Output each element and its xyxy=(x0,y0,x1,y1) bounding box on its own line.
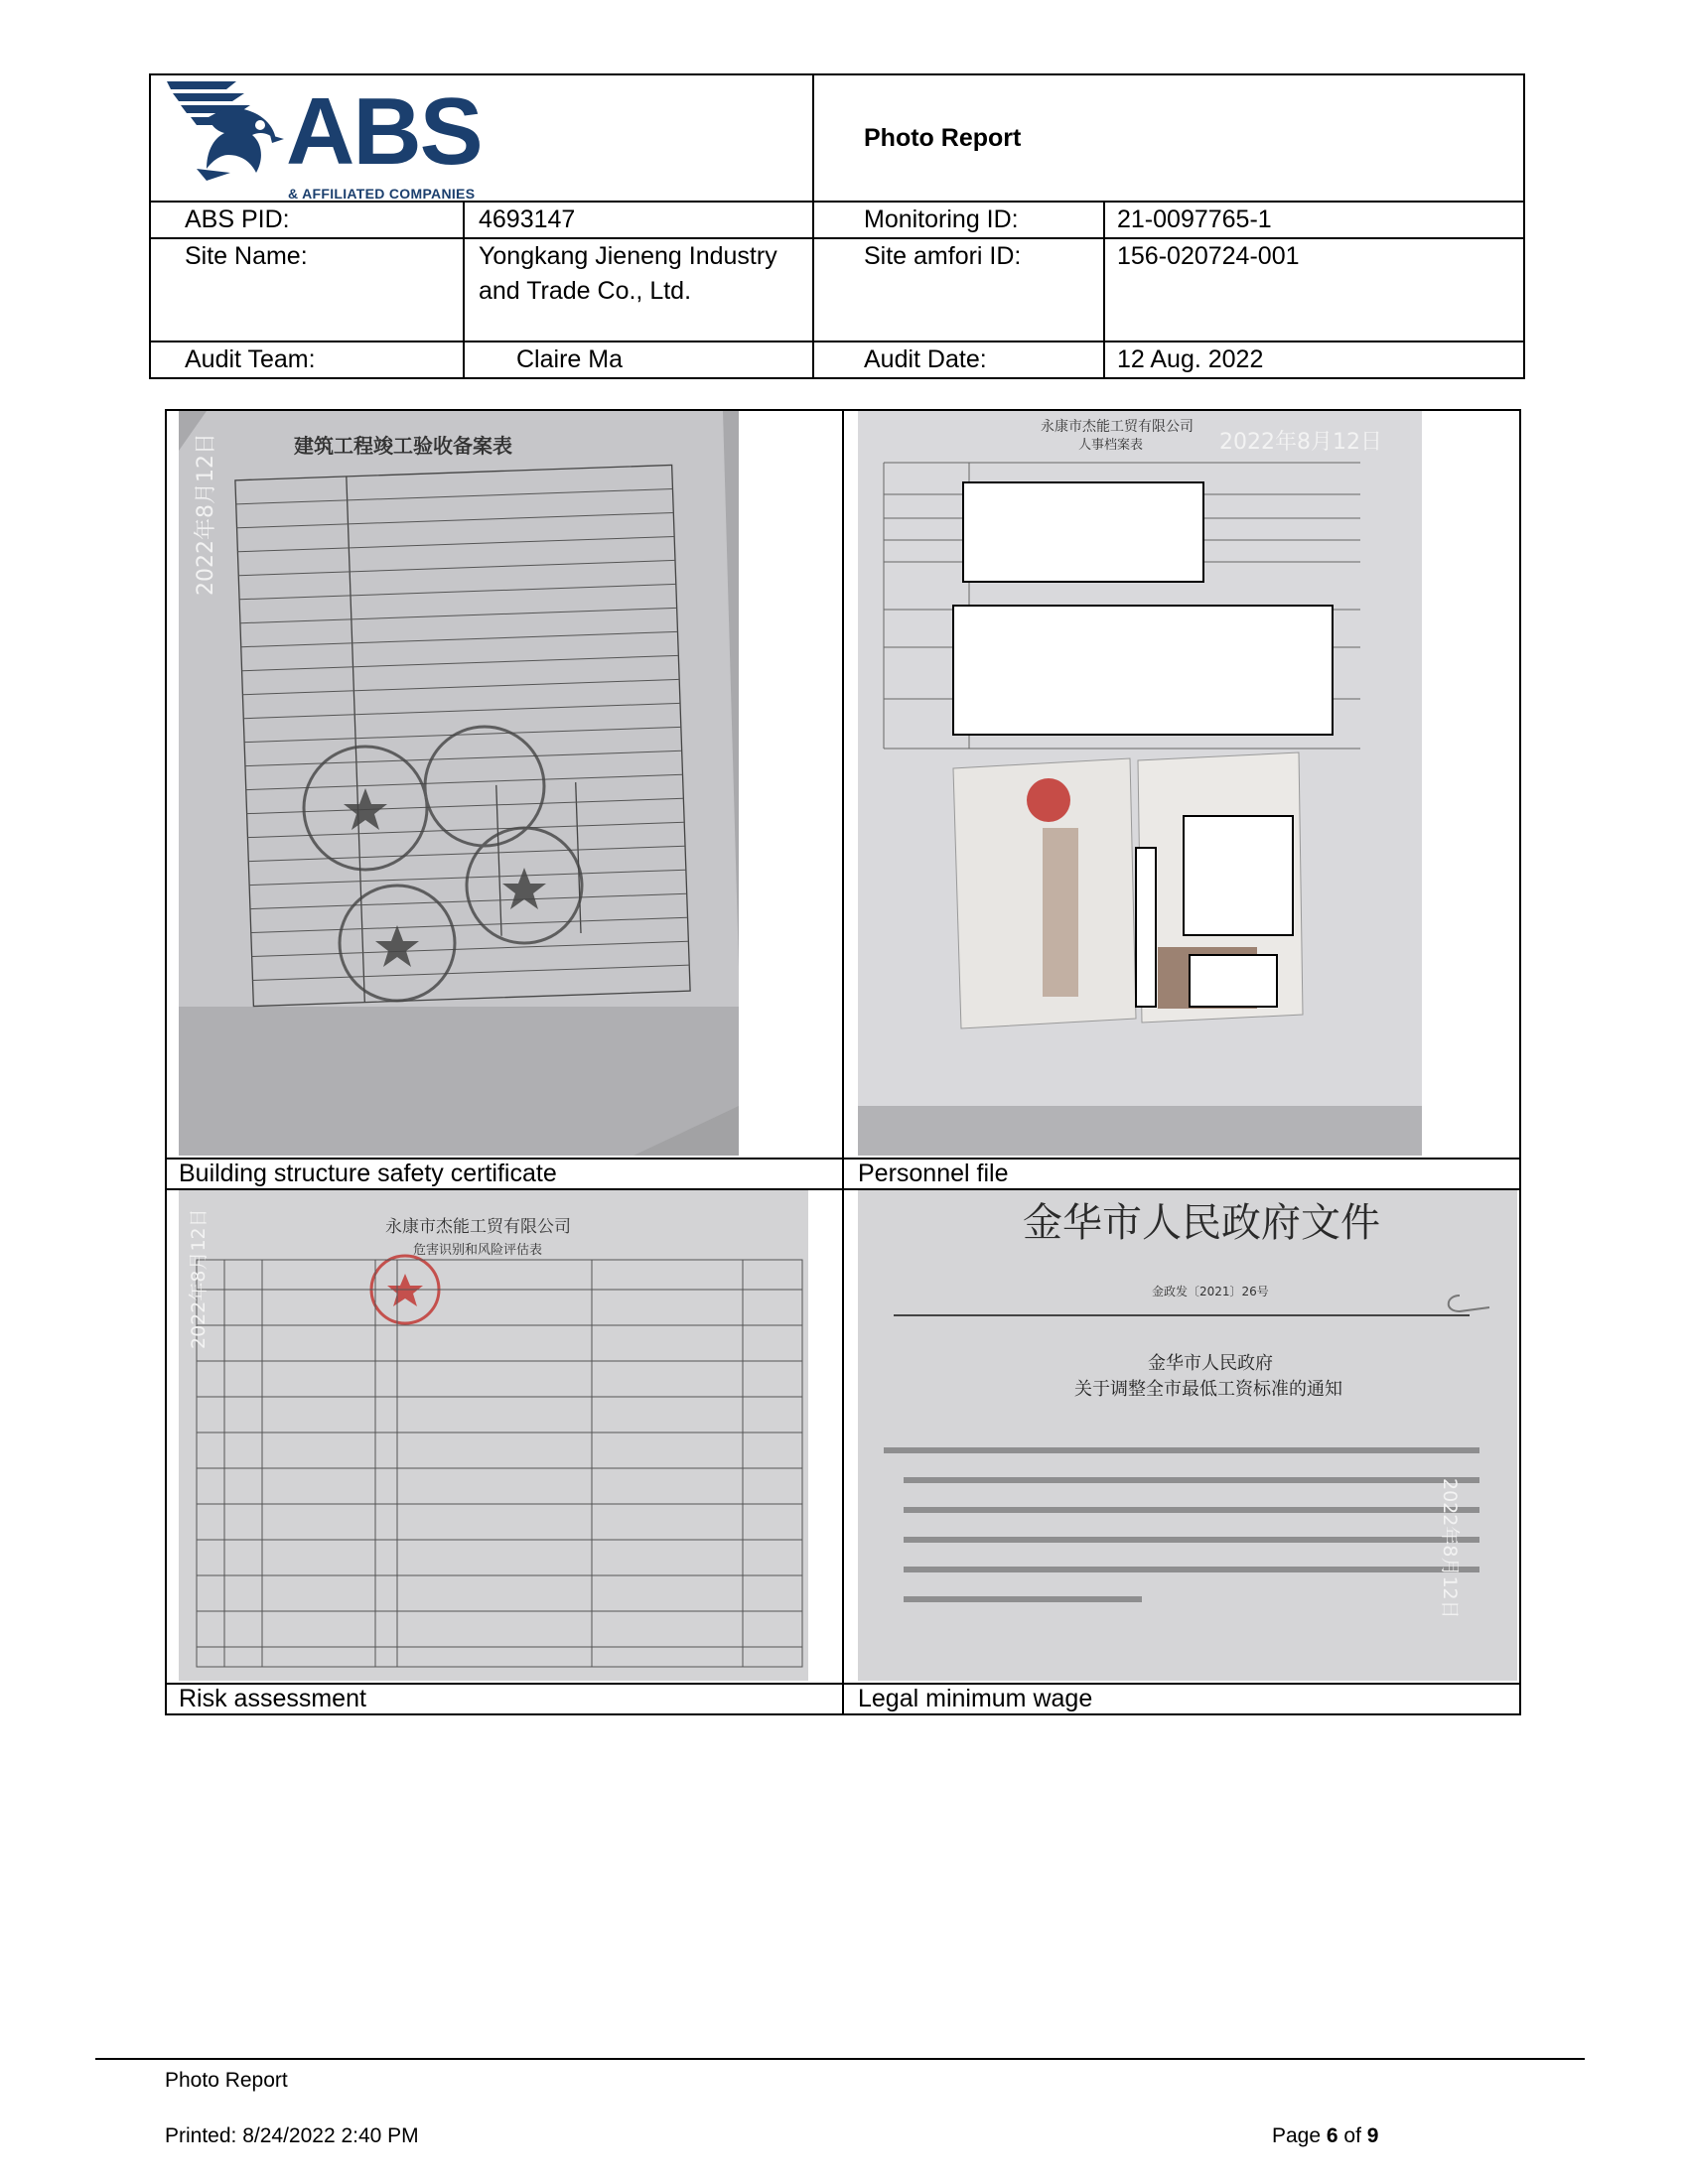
page-current: 6 xyxy=(1326,2124,1338,2147)
risk-assessment-image xyxy=(167,1190,844,1683)
audit-date-label: Audit Date: xyxy=(813,341,1104,378)
report-title: Photo Report xyxy=(813,74,1524,202)
wage-doc-title: 金华市人民政府文件 xyxy=(1023,1200,1380,1246)
redaction-box xyxy=(953,606,1333,735)
eagle-icon xyxy=(167,77,286,187)
certificate-doc-title: 建筑工程竣工验收备案表 xyxy=(294,434,512,458)
logo-subtitle: & AFFILIATED COMPANIES xyxy=(288,186,476,202)
risk-doc-company: 永康市杰能工贸有限公司 xyxy=(385,1217,571,1237)
site-name-label: Site Name: xyxy=(150,238,464,341)
audit-team-value: Claire Ma xyxy=(464,341,813,378)
personnel-doc-title: 人事档案表 xyxy=(1078,438,1144,453)
wage-doc-number: 金政发〔2021〕26号 xyxy=(1152,1285,1269,1298)
risk-timestamp: 2022年8月12日 xyxy=(188,1208,210,1349)
site-name-value: Yongkang Jieneng Industry and Trade Co., Ltd. xyxy=(464,238,813,341)
caption-building-certificate: Building structure safety certificate xyxy=(166,1159,843,1189)
logo-brand-text: ABS xyxy=(286,78,482,185)
abs-pid-label: ABS PID: xyxy=(150,202,464,238)
footer-title: Photo Report xyxy=(165,2069,288,2092)
redaction-box xyxy=(963,482,1203,582)
redaction-box xyxy=(1184,816,1293,935)
photo-legal-minimum-wage xyxy=(843,1189,1520,1684)
building-certificate-image xyxy=(167,411,844,1158)
caption-legal-minimum-wage: Legal minimum wage xyxy=(843,1684,1520,1714)
monitoring-id-value: 21-0097765-1 xyxy=(1104,202,1524,238)
certificate-timestamp: 2022年8月12日 xyxy=(194,433,218,596)
minimum-wage-image xyxy=(844,1190,1521,1683)
footer-divider xyxy=(95,2058,1585,2060)
page-total: 9 xyxy=(1366,2124,1379,2147)
wage-doc-subtitle-2: 关于调整全市最低工资标准的通知 xyxy=(1074,1379,1342,1400)
abs-pid-value: 4693147 xyxy=(464,202,813,238)
site-amfori-id-label: Site amfori ID: xyxy=(813,238,1104,341)
audit-team-label: Audit Team: xyxy=(150,341,464,378)
site-amfori-id-value: 156-020724-001 xyxy=(1104,238,1524,341)
footer-page-number xyxy=(1272,2124,1378,2148)
redaction-box xyxy=(1136,848,1156,1007)
personnel-timestamp: 2022年8月12日 xyxy=(1219,430,1382,455)
personnel-file-image xyxy=(844,411,1521,1158)
page-prefix: Page xyxy=(1272,2124,1327,2147)
report-header-table xyxy=(149,73,1525,379)
wage-timestamp: 2022年8月12日 xyxy=(1439,1478,1461,1619)
risk-doc-title: 危害识别和风险评估表 xyxy=(413,1243,543,1258)
footer-printed-date: Printed: 8/24/2022 2:40 PM xyxy=(165,2124,419,2147)
wage-doc-subtitle-1: 金华市人民政府 xyxy=(1148,1353,1273,1374)
id-card-front xyxy=(953,758,1136,1028)
photo-grid xyxy=(165,409,1521,1715)
photo-personnel-file xyxy=(843,410,1520,1159)
logo-cell xyxy=(150,74,813,202)
page-separator: of xyxy=(1337,2124,1367,2147)
photo-building-certificate xyxy=(166,410,843,1159)
redaction-box xyxy=(1190,955,1277,1007)
audit-date-value: 12 Aug. 2022 xyxy=(1104,341,1524,378)
caption-risk-assessment: Risk assessment xyxy=(166,1684,843,1714)
caption-personnel-file: Personnel file xyxy=(843,1159,1520,1189)
photo-risk-assessment xyxy=(166,1189,843,1684)
abs-logo xyxy=(167,77,624,201)
personnel-doc-company: 永康市杰能工贸有限公司 xyxy=(1041,419,1194,435)
monitoring-id-label: Monitoring ID: xyxy=(813,202,1104,238)
